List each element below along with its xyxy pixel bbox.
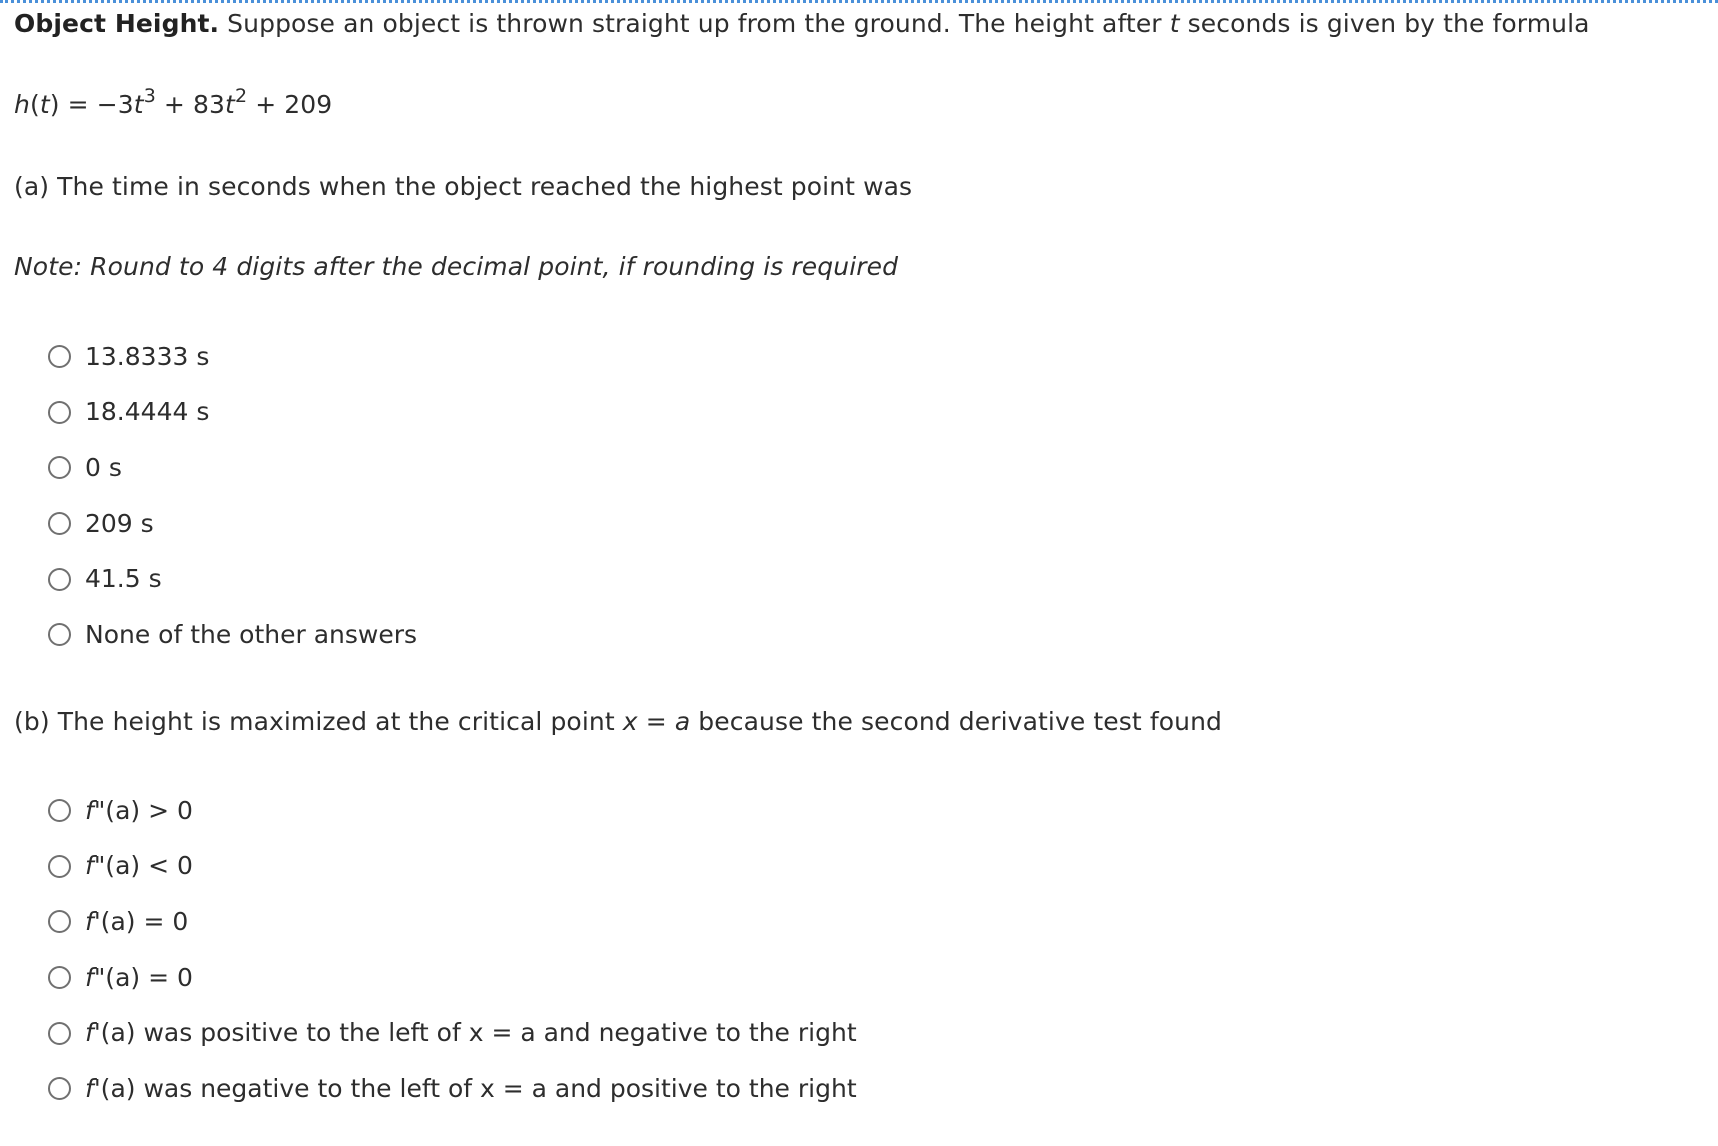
option-label: 209 s	[85, 508, 154, 538]
variable-x: x	[622, 707, 638, 736]
variable-a: a	[674, 707, 691, 736]
option-text: '(a) was negative to the left of x = a and positive to the right	[93, 1073, 857, 1103]
option-label	[85, 850, 193, 882]
part-b-option[interactable]	[48, 1005, 857, 1061]
formula-exp2: 2	[234, 85, 248, 107]
part-b-prompt-start: (b) The height is maximized at the critical point	[14, 707, 623, 736]
variable-t: t	[1169, 9, 1180, 38]
option-text: '(a) was positive to the left of x = a and negative to the right	[93, 1018, 857, 1048]
radio-button[interactable]	[48, 512, 71, 535]
option-label: None of the other answers	[85, 619, 418, 649]
radio-button[interactable]	[48, 855, 71, 878]
part-a-option[interactable]	[48, 496, 417, 552]
option-label: 18.4444 s	[85, 397, 210, 427]
part-b-option[interactable]	[48, 950, 857, 1006]
radio-button[interactable]	[48, 456, 71, 479]
function-f: f	[85, 1018, 94, 1048]
option-label	[85, 1073, 857, 1105]
question-intro-text-end: seconds is given by the formula	[1179, 9, 1590, 38]
part-a-options	[48, 329, 417, 663]
option-label: 0 s	[85, 452, 122, 482]
radio-button[interactable]	[48, 568, 71, 591]
formula-paren-close: )	[49, 90, 60, 119]
formula-function: h	[14, 90, 30, 119]
top-dotted-border	[0, 0, 1718, 3]
part-a-option[interactable]	[48, 607, 417, 663]
equals-sign: =	[637, 707, 675, 736]
radio-button[interactable]	[48, 623, 71, 646]
height-formula	[14, 85, 333, 121]
option-label	[85, 962, 193, 994]
option-text: "(a) > 0	[93, 795, 193, 825]
function-f: f	[85, 906, 94, 936]
option-label: 41.5 s	[85, 564, 162, 594]
question-intro-text: Suppose an object is thrown straight up from the ground. The height after	[219, 9, 1170, 38]
radio-button[interactable]	[48, 345, 71, 368]
formula-plus1: + 83	[155, 90, 226, 119]
rounding-note: Note: Round to 4 digits after the decimal point, if rounding is required	[14, 252, 899, 281]
formula-arg: t	[39, 90, 50, 119]
radio-button[interactable]	[48, 910, 71, 933]
part-b-option[interactable]	[48, 783, 857, 839]
radio-button[interactable]	[48, 1022, 71, 1045]
part-b-prompt	[14, 706, 1222, 738]
radio-button[interactable]	[48, 401, 71, 424]
function-f: f	[85, 851, 94, 881]
formula-t1: t	[133, 90, 144, 119]
part-b-option[interactable]	[48, 839, 857, 895]
question-title-bold: Object Height.	[14, 9, 220, 38]
option-label	[85, 1017, 857, 1049]
part-b-option[interactable]	[48, 1061, 857, 1117]
question-title	[14, 8, 1590, 40]
function-f: f	[85, 1073, 94, 1103]
option-text: "(a) < 0	[93, 851, 193, 881]
option-label: 13.8333 s	[85, 341, 210, 371]
option-text: "(a) = 0	[93, 962, 193, 992]
part-a-option[interactable]	[48, 385, 417, 441]
function-f: f	[85, 962, 94, 992]
function-f: f	[85, 795, 94, 825]
option-text: '(a) = 0	[93, 906, 189, 936]
radio-button[interactable]	[48, 1077, 71, 1100]
formula-t2: t	[225, 90, 235, 119]
formula-plus2: + 209	[247, 90, 333, 119]
part-a-prompt: (a) The time in seconds when the object reached the highest point was	[14, 172, 913, 201]
part-b-prompt-end: because the second derivative test found	[690, 707, 1222, 736]
part-b-option[interactable]	[48, 894, 857, 950]
radio-button[interactable]	[48, 799, 71, 822]
part-b-options	[48, 783, 857, 1117]
part-a-option[interactable]	[48, 329, 417, 385]
formula-eq-coeff: = −3	[59, 90, 134, 119]
formula-paren-open: (	[29, 90, 40, 119]
radio-button[interactable]	[48, 966, 71, 989]
option-label	[85, 906, 188, 938]
part-a-option[interactable]	[48, 551, 417, 607]
formula-exp1: 3	[143, 85, 156, 107]
option-label	[85, 795, 193, 827]
part-a-option[interactable]	[48, 440, 417, 496]
